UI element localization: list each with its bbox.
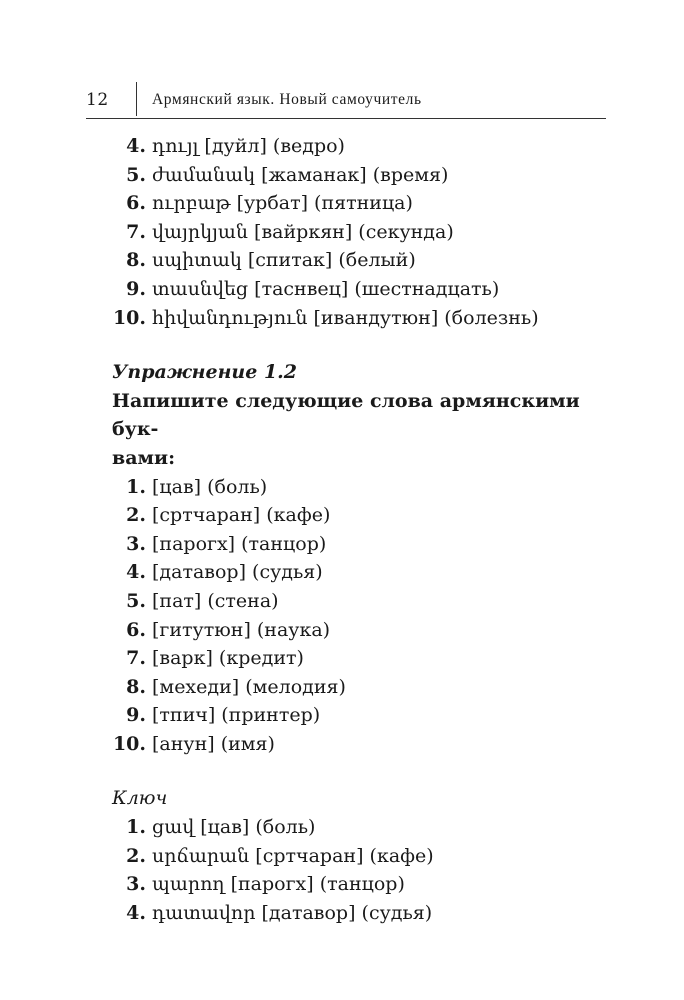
item-text: [цав] (боль) — [152, 475, 268, 498]
item-number: 1. — [126, 816, 146, 839]
item-text: [тпич] (принтер) — [152, 704, 321, 727]
list-item — [108, 673, 608, 702]
item-text: վայրկյան [вайркян] (секунда) — [152, 220, 454, 243]
item-number: 10. — [112, 732, 146, 755]
item-text: [пат] (стена) — [152, 589, 279, 612]
item-text: [датавор] (судья) — [152, 561, 323, 584]
list-item — [108, 899, 608, 928]
list-item — [108, 587, 608, 616]
item-number: 5. — [126, 589, 146, 612]
page-number: 12 — [86, 90, 109, 110]
key-list — [108, 813, 608, 927]
vocab-list — [108, 132, 608, 332]
list-item — [108, 530, 608, 559]
exercise-instruction: Напишите следующие слова армянскими бук- вами: — [112, 389, 580, 469]
header-rule — [86, 118, 606, 119]
list-item — [108, 132, 608, 161]
list-item — [108, 473, 608, 502]
list-item — [108, 870, 608, 899]
item-number: 2. — [126, 844, 146, 867]
item-number: 7. — [126, 220, 146, 243]
item-number: 7. — [126, 647, 146, 670]
list-item — [108, 189, 608, 218]
list-item — [108, 701, 608, 730]
section-spacer — [108, 332, 608, 358]
list-item — [108, 644, 608, 673]
item-number: 4. — [126, 135, 146, 157]
exercise-list — [108, 473, 608, 759]
item-text: ցավ [цав] (боль) — [152, 816, 316, 839]
item-text: [парогх] (танцор) — [152, 532, 327, 555]
item-number: 8. — [126, 249, 146, 272]
item-number: 9. — [126, 704, 146, 727]
item-text: դույլ [дуйл] (ведро) — [152, 135, 345, 157]
item-number: 8. — [126, 675, 146, 698]
item-text: [гитутюн] (наука) — [152, 618, 331, 641]
item-number: 2. — [126, 504, 146, 527]
list-item — [108, 304, 608, 333]
exercise-title: Упражнение 1.2 — [112, 361, 297, 384]
list-item — [108, 842, 608, 871]
list-item — [108, 616, 608, 645]
list-item — [108, 813, 608, 842]
list-item — [108, 730, 608, 759]
item-text: սրճարան [сртчаран] (кафе) — [152, 844, 434, 867]
item-text: հիվանդություն [ивандутюн] (болезнь) — [152, 306, 539, 329]
list-item — [108, 246, 608, 275]
item-number: 1. — [126, 475, 146, 498]
page-content — [108, 132, 608, 927]
list-item — [108, 275, 608, 304]
item-number: 6. — [126, 618, 146, 641]
list-item — [108, 161, 608, 190]
item-text: [варк] (кредит) — [152, 647, 304, 670]
list-item — [108, 501, 608, 530]
item-number: 5. — [126, 163, 146, 186]
book-title: Армянский язык. Новый самоучитель — [152, 91, 422, 108]
list-item — [108, 218, 608, 247]
section-spacer — [108, 758, 608, 784]
item-text: դատավոր [датавор] (судья) — [152, 901, 433, 924]
key-title: Ключ — [112, 787, 168, 810]
page-header — [86, 88, 606, 118]
item-text: սպիտակ [спитак] (белый) — [152, 249, 416, 272]
item-number: 4. — [126, 561, 146, 584]
item-text: [мехеди] (мелодия) — [152, 675, 346, 698]
item-number: 10. — [112, 306, 146, 329]
header-divider — [136, 82, 137, 116]
item-text: պարող [парогх] (танцор) — [152, 873, 405, 896]
item-number: 9. — [126, 277, 146, 300]
item-number: 3. — [126, 532, 146, 555]
item-text: [анун] (имя) — [152, 732, 275, 755]
item-text: ուրբաթ [урбат] (пятница) — [152, 192, 413, 215]
list-item — [108, 558, 608, 587]
item-number: 3. — [126, 873, 146, 896]
item-text: տասնվեց [таснвец] (шестнадцать) — [152, 277, 500, 300]
item-text: [сртчаран] (кафе) — [152, 504, 331, 527]
item-number: 4. — [126, 901, 146, 924]
item-number: 6. — [126, 192, 146, 215]
item-text: ժամանակ [жаманак] (время) — [152, 163, 449, 186]
